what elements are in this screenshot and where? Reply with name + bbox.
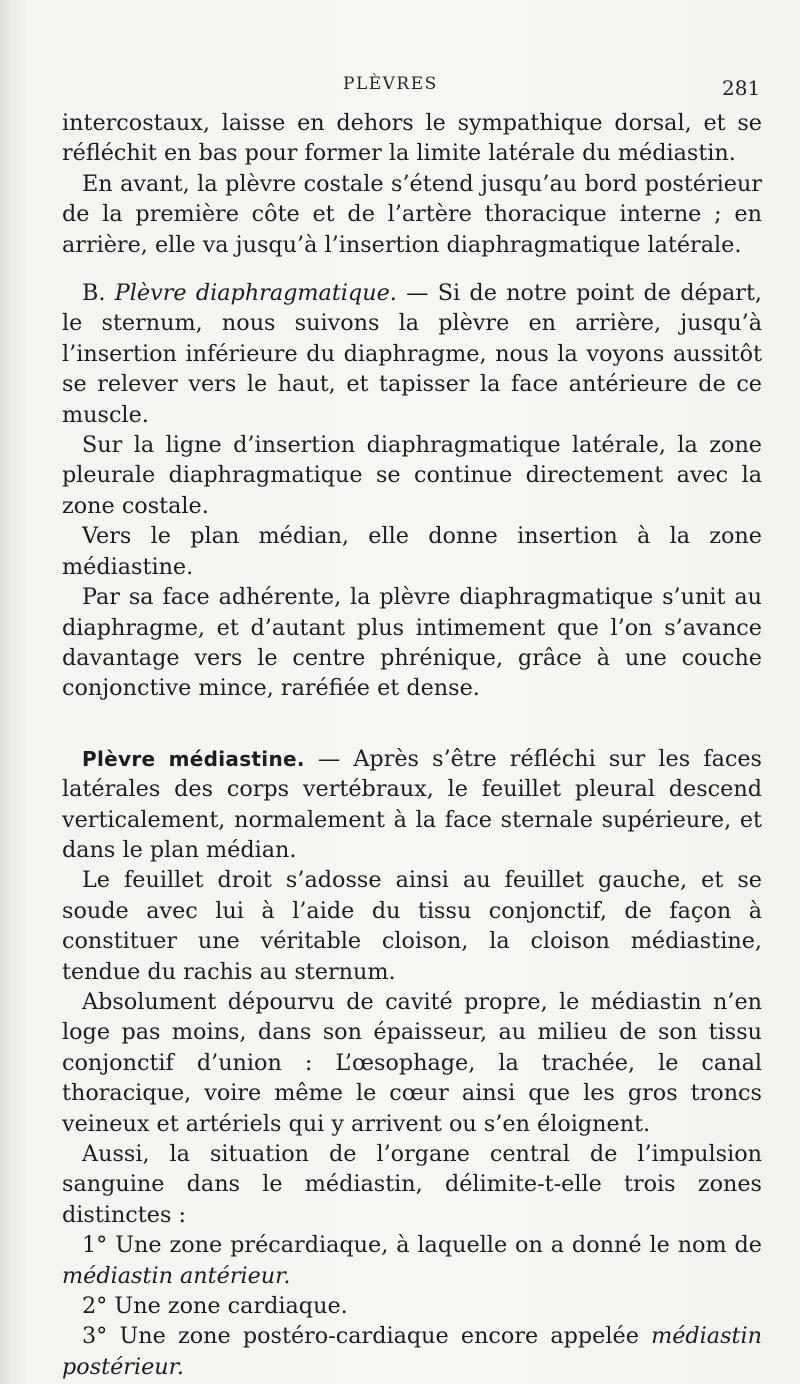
section-text-mediastine: — Après s’être réfléchi sur les faces latérales des corps vertébraux, le feuillet pleural descend verticalement, normalement à la face sternale supérieure, et dans le plan médian.: [62, 745, 762, 863]
section-marker: B.: [82, 280, 106, 307]
zone-3-term: médiastin postérieur.: [62, 1323, 762, 1380]
zone-3-text: 3° Une zone postéro-cardiaque encore appelée: [82, 1323, 639, 1350]
list-item-zone-2: 2° Une zone cardiaque.: [82, 1293, 348, 1320]
running-title: PLÈVRES: [343, 74, 438, 94]
zone-1-text: 1° Une zone précardiaque, à laquelle on a donné le nom de: [82, 1232, 762, 1259]
paragraph-adherent-face: Par sa face adhérente, la plèvre diaphragmatique s’unit au diaphragme, et d’autant plus intimement que l’on s’avance davantage vers le centre phrénique, grâce à une couche conjonctive mince, raréfiée et dense.: [62, 584, 762, 702]
paragraph-median-plane: Vers le plan médian, elle donne insertion à la zone médiastine.: [62, 523, 762, 580]
page-header: [0, 70, 800, 100]
paragraph-contents: Absolument dépourvu de cavité propre, le médiastin n’en loge pas moins, dans son épaisseur, au milieu de son tissu conjonctif d’union : L’œsophage, la trachée, le canal thoracique, voire même le cœur ainsi que les gros troncs veineux et artériels qui y arrivent ou s’en éloignent.: [62, 988, 762, 1137]
section-title-diaphragm: Plèvre diaphragmatique.: [114, 280, 397, 307]
paragraph-costal-extent: En avant, la plèvre costale s’étend jusqu’au bord postérieur de la première côte et de l’artère thoracique interne ; en arrière, elle va jusqu’à l’insertion diaphragmatique latérale.: [62, 170, 762, 258]
list-item-zone-1: [62, 1230, 762, 1291]
paragraph-septum: Le feuillet droit s’adosse ainsi au feuillet gauche, et se soude avec lui à l’aide du tissu conjonctif, de façon à constituer une véritable cloison, la cloison médiastine, tendue du rachis au sternum.: [62, 867, 762, 985]
section-text-diaphragm: — Si de notre point de départ, le sternum, nous suivons la plèvre en arrière, jusqu’à l’insertion inférieure du diaphragme, nous la voyons aussitôt se relever vers le haut, et tapisser la face antérieure de ce muscle.: [62, 280, 763, 428]
paragraph-insertion-line: Sur la ligne d’insertion diaphragmatique latérale, la zone pleurale diaphragmatique se continue directement avec la zone costale.: [62, 432, 762, 519]
list-item-zone-3: [62, 1321, 762, 1382]
paragraph-pleura-mediastine: [62, 744, 762, 866]
paragraph-pleura-diaphragm: [62, 278, 762, 430]
page-number: 281: [722, 76, 761, 100]
zone-1-term: médiastin antérieur.: [62, 1262, 291, 1289]
paragraph-continuation: intercostaux, laisse en dehors le sympathique dorsal, et se réfléchit en bas pour former la limite latérale du médiastin.: [62, 110, 762, 167]
paragraph-three-zones: Aussi, la situation de l’organe central de l’impulsion sanguine dans le médiastin, délimite-t-elle trois zones distinctes :: [62, 1141, 762, 1228]
section-title-mediastine: Plèvre médiastine.: [82, 746, 305, 771]
body-text: [62, 108, 762, 1382]
